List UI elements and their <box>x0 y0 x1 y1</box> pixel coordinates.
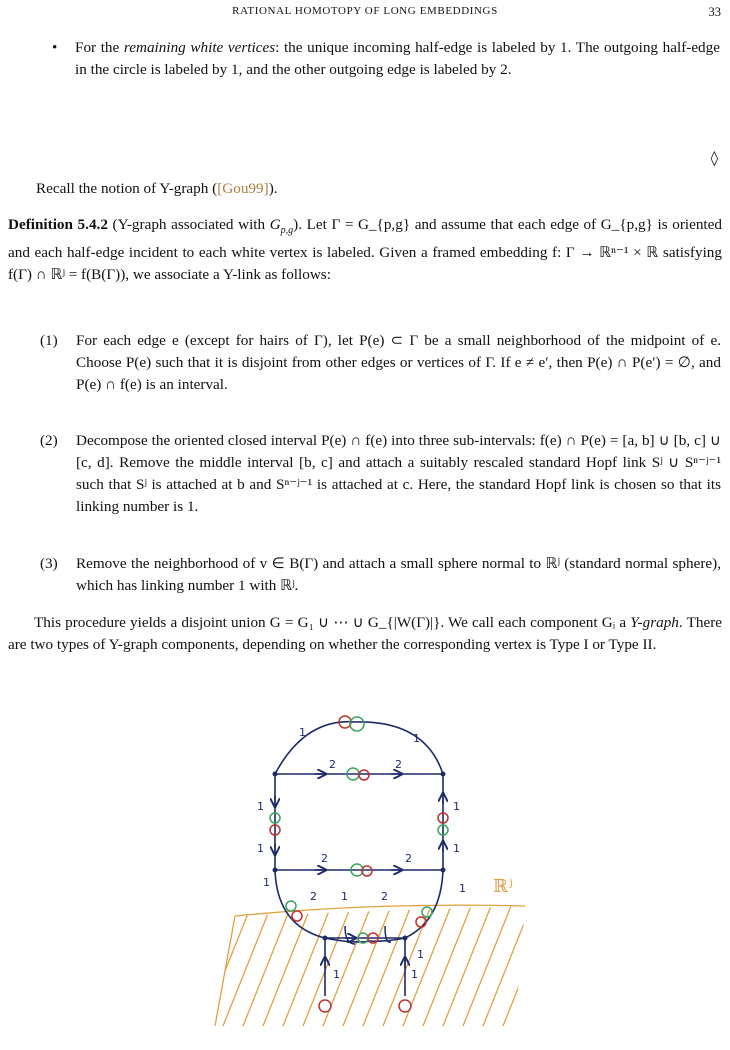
edge-label: 1 <box>257 842 264 855</box>
graph-vertices <box>273 772 446 941</box>
hopf-links <box>270 716 448 1012</box>
definition-block <box>8 214 722 286</box>
bullet-rest: : the unique incoming half-edge is labeled by 1. The outgoing half-edge in the circle is labeled by 1, and the other outgoing edge is labeled by 2. <box>75 39 720 78</box>
bullet-marker: • <box>52 39 58 56</box>
item-number: (2) <box>40 432 58 449</box>
recall-before: Recall the notion of Y-graph ( <box>36 180 218 197</box>
bullet-emphasis: remaining white vertices <box>123 39 276 56</box>
edge-label: 1 <box>413 732 420 745</box>
item-text: For each edge e (except for hairs of Γ), let P(e) ⊂ Γ be a small neighborhood of the midpoint of e. Choose P(e) such that it is disjoint from other edges or vertices of Γ. If e ≠ e′, then P(e) ∩ P(e′) = ∅, and P(e) ∩ f(e) is an interval. <box>76 332 721 393</box>
bullet-text <box>75 37 720 81</box>
recall-sentence <box>36 178 278 200</box>
edge-label: 1 <box>257 800 264 813</box>
plane-label: ℝʲ <box>493 876 513 897</box>
edge-label: 2 <box>321 852 328 865</box>
edge-label: 1 <box>459 882 466 895</box>
item-text: Remove the neighborhood of v ∈ B(Γ) and attach a small sphere normal to ℝʲ (standard normal sphere), which has linking number 1 with ℝʲ. <box>76 555 721 594</box>
item-text: Decompose the oriented closed interval P(e) ∩ f(e) into three sub-intervals: f(e) ∩ P(e) = [a, b] ∪ [b, c] ∪ [c, d]. Remove the middle interval [b, c] and attach a suitably rescaled standard Hopf link Sʲ ∪ Sⁿ⁻ʲ⁻¹ such that Sʲ is attached at b and Sⁿ⁻ʲ⁻¹ is attached at c. Here, the standard Hopf link is chosen so that its linking number is 1. <box>76 432 721 515</box>
edge-label: 1 <box>299 726 306 739</box>
item-number: (3) <box>40 555 58 572</box>
definition-paren-close: ). <box>293 216 303 233</box>
definition-math-sub: p,g <box>280 225 294 237</box>
edge-label: 1 <box>453 800 460 813</box>
figure-svg <box>195 706 535 1046</box>
edge-label: 2 <box>329 758 336 771</box>
definition-body: Let Γ = G_{p,g} and assume that each edge of G_{p,g} is oriented and each half-edge incident to each white vertex is labeled. Given a framed embedding f: Γ → ℝⁿ⁻¹ × ℝ satisfying f(Γ) ∩ ℝʲ = f(B(Γ)), we associate a Y-link as follows: <box>8 216 722 284</box>
edge-label: 2 <box>381 890 388 903</box>
definition-heading: Definition 5.4.2 <box>8 216 108 233</box>
page-header <box>0 5 730 25</box>
edge-label: 1 <box>333 968 340 981</box>
edge-label: 2 <box>395 758 402 771</box>
bullet-lead: For the <box>75 39 124 56</box>
edge-label: 2 <box>405 852 412 865</box>
definition-paren-open: (Y-graph associated with <box>107 216 270 233</box>
edge-label: 1 <box>453 842 460 855</box>
edge-label: 1 <box>263 876 270 889</box>
end-of-definition-marker: ◊ <box>710 149 718 167</box>
recall-after: ). <box>268 180 278 197</box>
item-number: (1) <box>40 332 58 349</box>
edge-label: 2 <box>310 890 317 903</box>
running-title: RATIONAL HOMOTOPY OF LONG EMBEDDINGS <box>232 5 498 17</box>
paragraph-part-2: . There are two types of Y-graph components, depending on whether the corresponding vertex is Type I or Type II. <box>8 614 722 653</box>
plane-hatch <box>195 896 535 1046</box>
edge-label: 1 <box>341 890 348 903</box>
paragraph-part-1: This procedure yields a disjoint union G = G₁ ∪ ⋯ ∪ G_{|W(Γ)|}. We call each component Gᵢ a <box>34 614 631 631</box>
definition-math: G <box>269 216 281 233</box>
body-paragraph <box>8 612 722 656</box>
y-graph-figure <box>195 706 535 1046</box>
paragraph-emphasis: Y-graph <box>630 614 679 631</box>
edge-label: 1 <box>417 948 424 961</box>
page-number: 33 <box>708 5 721 19</box>
citation-link[interactable]: [Gou99] <box>217 180 269 197</box>
edge-label: 1 <box>411 968 418 981</box>
